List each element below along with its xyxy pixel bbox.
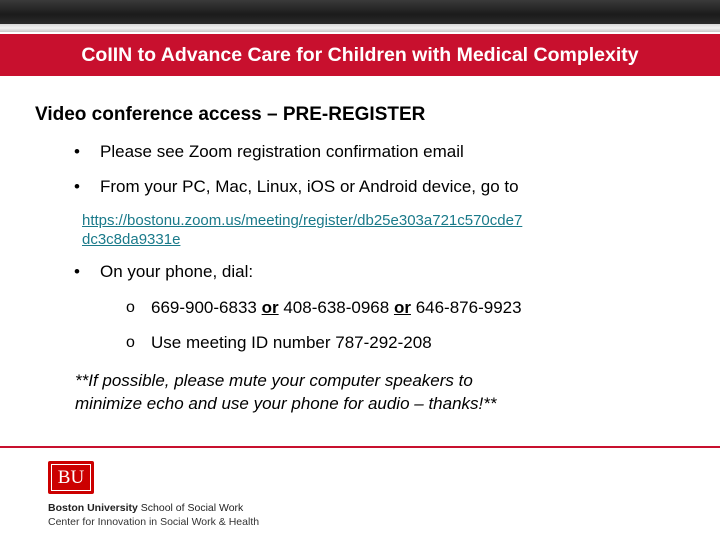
registration-link[interactable]	[82, 211, 642, 249]
phone-number-2: 408-638-0968	[283, 298, 390, 317]
phone-numbers	[151, 298, 522, 318]
subbullet-meeting-id	[126, 333, 432, 353]
university-school-name	[48, 502, 243, 514]
center-name: Center for Innovation in Social Work & Health	[48, 516, 260, 528]
bullet-dot-icon: •	[74, 262, 80, 281]
bu-logo	[48, 461, 94, 494]
audio-note-line1: **If possible, please mute your computer speakers to	[75, 371, 473, 390]
or-separator: or	[261, 298, 279, 317]
or-separator: or	[393, 298, 411, 317]
audio-note	[75, 369, 635, 415]
bullet-dot-icon: •	[74, 142, 80, 161]
phone-number-3: 646-876-9923	[415, 298, 522, 317]
title-banner	[0, 34, 720, 76]
circle-bullet-icon: o	[126, 299, 135, 316]
university-name: Boston University	[48, 502, 138, 514]
bullet-text: From your PC, Mac, Linux, iOS or Android device, go to	[100, 177, 519, 196]
meeting-id-text: Use meeting ID number 787-292-208	[151, 333, 432, 352]
bullet-zoom-email	[74, 142, 464, 162]
school-name: School of Social Work	[137, 502, 244, 514]
top-silver-band	[0, 24, 720, 32]
bullet-text: Please see Zoom registration confirmation email	[100, 142, 464, 161]
bullet-device-access	[74, 177, 519, 197]
section-heading: Video conference access – PRE-REGISTER	[35, 104, 426, 125]
registration-link-line1[interactable]: https://bostonu.zoom.us/meeting/register/db25e303a721c570cde7	[82, 212, 523, 229]
top-dark-bar	[0, 0, 720, 24]
circle-bullet-icon: o	[126, 334, 135, 351]
bullet-dot-icon: •	[74, 177, 80, 196]
footer-divider	[0, 446, 720, 448]
registration-link-line2[interactable]: dc3c8da9331e	[82, 231, 181, 248]
slide-title: CoIIN to Advance Care for Children with Medical Complexity	[81, 43, 639, 66]
bullet-text: On your phone, dial:	[100, 262, 254, 281]
bullet-phone-dial	[74, 262, 253, 282]
audio-note-line2: minimize echo and use your phone for audio – thanks!**	[75, 394, 497, 413]
subbullet-phone-numbers	[126, 298, 522, 318]
phone-number-1: 669-900-6833	[151, 298, 257, 317]
bu-logo-text: BU	[51, 464, 91, 491]
